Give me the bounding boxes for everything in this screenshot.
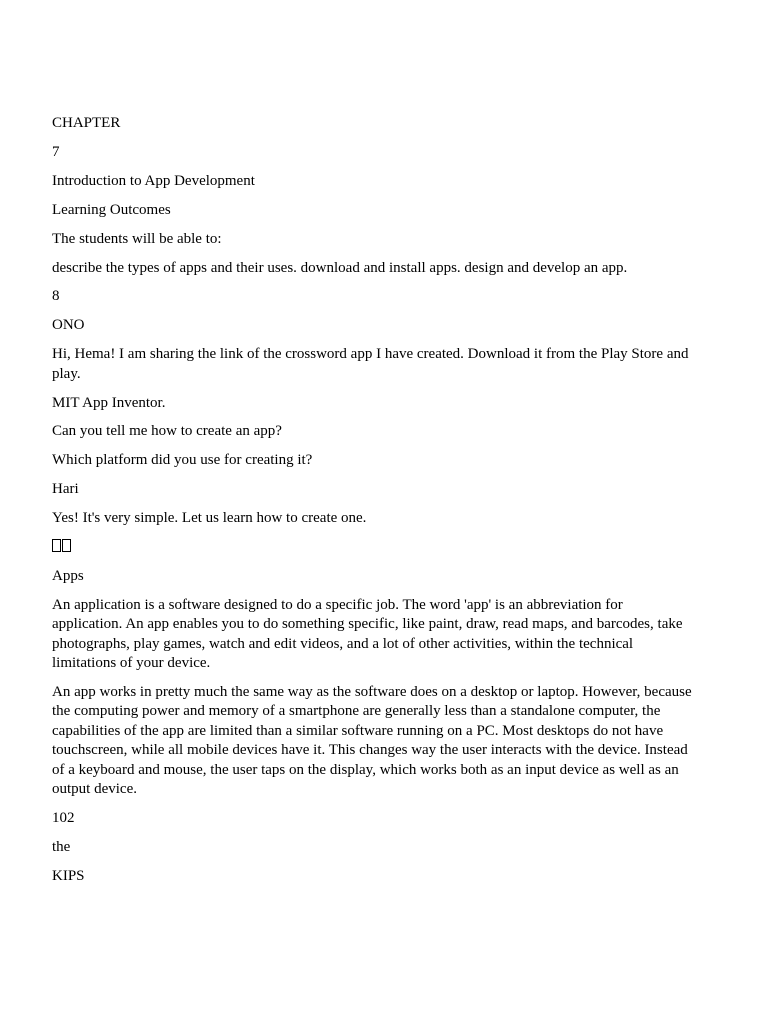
figure-label-ono: ONO xyxy=(52,317,85,334)
figure-label-8: 8 xyxy=(52,288,60,305)
document-page xyxy=(52,114,692,896)
apps-paragraph-2: An app works in pretty much the same way as the software does on a desktop or laptop. However, because the computing power and memory of a smartphone are generally less than a standalone computer, the capabilities of the app are limited than a similar software running on a PC. Most desktops do not have touchscreen, while all mobile devices have it. This changes way the user interacts with the device. Instead of a keyboard and mouse, the user taps on the display, which works both as an input device as well as an output device. xyxy=(52,684,692,798)
apps-paragraph-1: An application is a software designed to do a specific job. The word 'app' is an abbreviation for application. An app enables you to do something specific, like paint, draw, read maps, and barcodes, take photographs, play games, watch and edit videos, and a lot of other activities, within the technical limitations of your device. xyxy=(52,596,683,672)
dialogue-line-4: Which platform did you use for creating it? xyxy=(52,452,313,469)
outcomes-intro: The students will be able to: xyxy=(52,230,222,247)
chapter-title: Introduction to App Development xyxy=(52,172,255,189)
footer-word: the xyxy=(52,838,71,855)
dialogue-line-5: Yes! It's very simple. Let us learn how to create one. xyxy=(52,510,367,527)
chapter-label: CHAPTER xyxy=(52,115,121,131)
missing-glyph-icons xyxy=(52,538,692,557)
dialogue-line-1: Hi, Hema! I am sharing the link of the crossword app I have created. Download it from the Play Store and play. xyxy=(52,346,689,382)
dialogue-line-2: MIT App Inventor. xyxy=(52,394,166,411)
publisher-name: KIPS xyxy=(52,867,85,884)
dialogue-line-3: Can you tell me how to create an app? xyxy=(52,423,282,440)
learning-outcomes-heading: Learning Outcomes xyxy=(52,201,171,218)
page-number: 102 xyxy=(52,809,75,826)
missing-glyph-icon xyxy=(62,539,71,552)
missing-glyph-icon xyxy=(52,539,61,552)
section-heading-apps: Apps xyxy=(52,568,84,584)
outcomes-list: describe the types of apps and their uses. download and install apps. design and develop an app. xyxy=(52,259,628,276)
speaker-name: Hari xyxy=(52,481,79,498)
chapter-number: 7 xyxy=(52,143,60,160)
